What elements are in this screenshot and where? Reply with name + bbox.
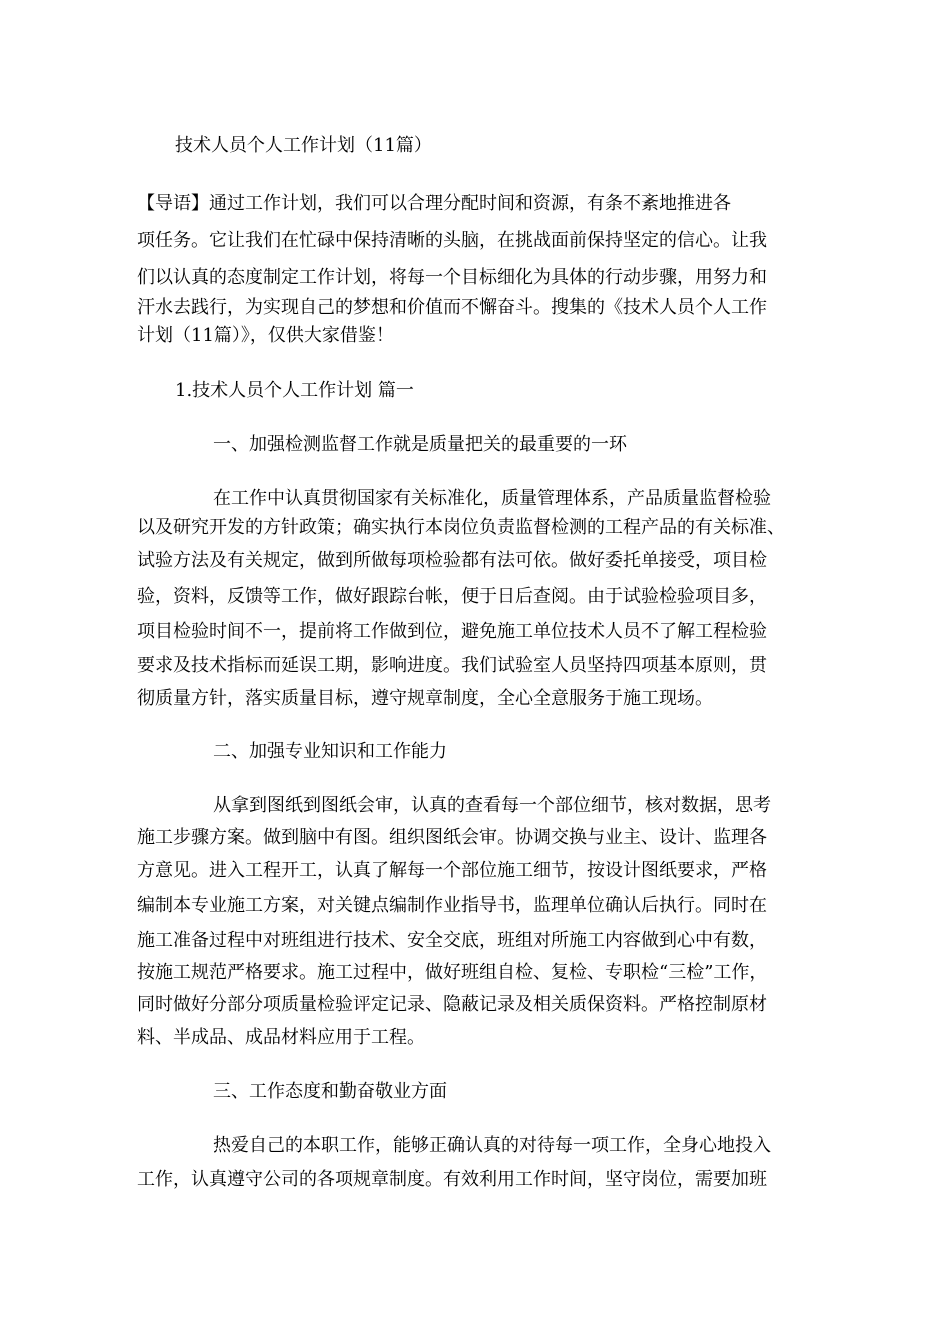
paragraph-line: 施工步骤方案。做到脑中有图。组织图纸会审。协调交换与业主、设计、监理各 (137, 827, 767, 848)
intro-line: 计划（11篇）》，仅供大家借鉴！ (137, 325, 394, 346)
intro-line: 项任务。它让我们在忙碌中保持清晰的头脑，在挑战面前保持坚定的信心。让我 (137, 230, 767, 251)
paragraph-line: 编制本专业施工方案，对关键点编制作业指导书，监理单位确认后执行。同时在 (137, 895, 767, 916)
paragraph-line: 按施工规范严格要求。施工过程中，做好班组自检、复检、专职检“三检”工作， (137, 962, 768, 983)
section-heading: 三、工作态度和勤奋敬业方面 (213, 1081, 447, 1102)
section-heading: 二、加强专业知识和工作能力 (213, 741, 447, 762)
paragraph-line: 以及研究开发的方针政策；确实执行本岗位负责监督检测的工程产品的有关标准、 (137, 517, 785, 538)
intro-line: 们以认真的态度制定工作计划，将每一个目标细化为具体的行动步骤，用努力和 (137, 267, 767, 288)
paragraph-line: 试验方法及有关规定，做到所做每项检验都有法可依。做好委托单接受，项目检 (137, 550, 767, 571)
paragraph-line: 项目检验时间不一，提前将工作做到位，避免施工单位技术人员不了解工程检验 (137, 621, 767, 642)
paragraph-line: 施工准备过程中对班组进行技术、安全交底，班组对所施工内容做到心中有数， (137, 930, 767, 951)
intro-line: 汗水去践行，为实现自己的梦想和价值而不懈奋斗。搜集的《技术人员个人工作 (137, 297, 767, 318)
article-heading: 1.技术人员个人工作计划 篇一 (175, 380, 414, 401)
paragraph-line: 在工作中认真贯彻国家有关标准化，质量管理体系，产品质量监督检验 (213, 488, 771, 509)
paragraph-line: 方意见。进入工程开工，认真了解每一个部位施工细节，按设计图纸要求，严格 (137, 860, 767, 881)
document-title: 技术人员个人工作计划（11篇） (175, 135, 432, 156)
paragraph-line: 从拿到图纸到图纸会审，认真的查看每一个部位细节，核对数据，思考 (213, 795, 771, 816)
section-heading: 一、加强检测监督工作就是质量把关的最重要的一环 (213, 434, 627, 455)
paragraph-line: 彻质量方针，落实质量目标，遵守规章制度，全心全意服务于施工现场。 (137, 688, 713, 709)
paragraph-line: 同时做好分部分项质量检验评定记录、隐蔽记录及相关质保资料。严格控制原材 (137, 994, 767, 1015)
paragraph-line: 要求及技术指标而延误工期，影响进度。我们试验室人员坚持四项基本原则，贯 (137, 655, 767, 676)
paragraph-line: 热爱自己的本职工作，能够正确认真的对待每一项工作，全身心地投入 (213, 1135, 771, 1156)
paragraph-line: 工作，认真遵守公司的各项规章制度。有效利用工作时间，坚守岗位，需要加班 (137, 1169, 767, 1190)
paragraph-line: 验，资料，反馈等工作，做好跟踪台帐，便于日后查阅。由于试验检验项目多， (137, 586, 767, 607)
intro-line: 【导语】通过工作计划，我们可以合理分配时间和资源，有条不紊地推进各 (137, 193, 731, 214)
paragraph-line: 料、半成品、成品材料应用于工程。 (137, 1027, 425, 1048)
